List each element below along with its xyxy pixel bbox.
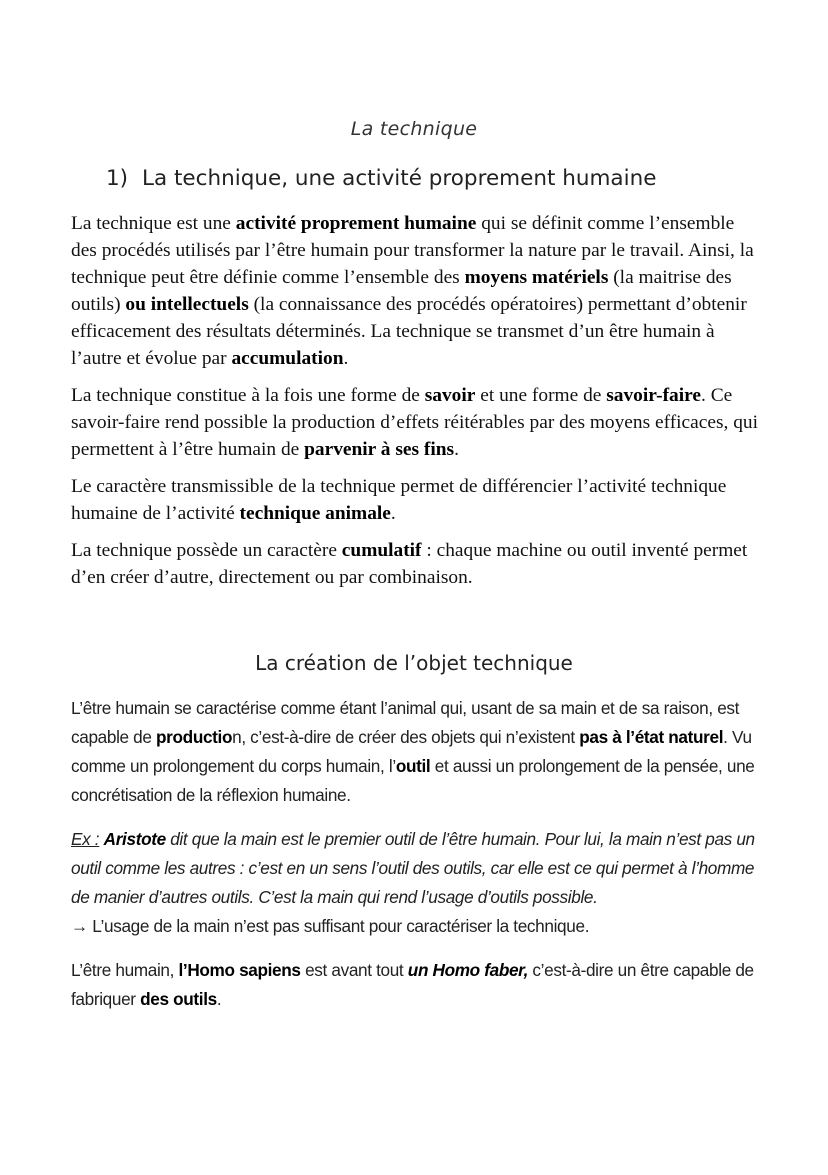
text-run: (la connaissance des procédés opératoires) permettant d’obtenir efficacement des résultats déterminés. La technique se transmet d’un être humain à l’autre et évolue par <box>71 294 747 369</box>
emphasis-text: savoir <box>424 385 476 406</box>
text-run: . <box>216 989 222 1009</box>
emphasis-text: outil <box>395 756 431 776</box>
paragraph <box>71 694 771 810</box>
section-1-heading <box>106 166 656 191</box>
text-run: est avant tout <box>300 960 408 980</box>
paragraph <box>71 210 761 372</box>
paragraph <box>71 473 761 527</box>
emphasis-text: un Homo faber, <box>407 960 528 980</box>
section-number: 1) <box>106 166 129 191</box>
emphasis-text: productio <box>156 727 233 747</box>
text-run: : chaque machine ou outil inventé permet d’en créer d’autre, directement ou par combinaison. <box>71 540 748 588</box>
emphasis-text: parvenir à ses fins <box>304 439 455 460</box>
text-run: Le caractère transmissible de la technique permet de différencier l’activité technique humaine de l’activité <box>71 476 727 524</box>
text-run: c’est-à-dire un être capable de fabriquer <box>71 960 754 1009</box>
text-run: . <box>343 348 349 369</box>
paragraph <box>71 825 771 941</box>
emphasis-text: savoir-faire <box>606 385 701 406</box>
emphasis-text: activité proprement humaine <box>235 213 477 234</box>
text-run: n, c’est-à-dire de créer des objets qui n’existent <box>232 727 580 747</box>
emphasis-text: ou intellectuels <box>125 294 249 315</box>
text-run: qui se définit comme l’ensemble des procédés utilisés par l’être humain pour transformer la nature par le travail. Ainsi, la technique peut être définie comme l’ensemble des <box>71 213 754 288</box>
text-run: (la maitrise des outils) <box>71 267 732 315</box>
emphasis-text: accumulation <box>231 348 344 369</box>
emphasis-text: Aristote <box>103 829 166 849</box>
section-2-heading: La création de l’objet technique <box>255 651 573 675</box>
emphasis-text: technique animale <box>239 503 391 524</box>
text-run: L’être humain, <box>71 960 179 980</box>
emphasis-text: l’Homo sapiens <box>178 960 301 980</box>
text-run: . <box>390 503 396 524</box>
text-run: Ex : <box>71 829 100 849</box>
arrow-icon: → <box>71 916 93 936</box>
emphasis-text: des outils <box>140 989 217 1009</box>
text-run: dit que la main est le premier outil de l’être humain. Pour lui, la main n’est pas un outil comme les autres : c’est en un sens l’outil des outils, car elle est ce qui permet à l’homme de manier d’autres outils. C’est la main qui rend l’usage d’outils possible. <box>71 829 755 907</box>
paragraph <box>71 382 761 463</box>
text-run: L’usage de la main n’est pas suffisant pour caractériser la technique. <box>92 916 590 936</box>
text-run: . <box>454 439 459 460</box>
text-run: La technique possède un caractère <box>71 540 342 561</box>
section-1-body <box>71 210 761 601</box>
text-run: et aussi un prolongement de la pensée, une concrétisation de la réflexion humaine. <box>71 756 755 805</box>
text-run: La technique constitue à la fois une forme de <box>71 385 425 406</box>
section-2-body <box>71 694 771 1029</box>
paragraph <box>71 956 771 1014</box>
emphasis-text: pas à l’état naturel <box>579 727 724 747</box>
emphasis-text: moyens matériels <box>464 267 609 288</box>
text-run: La technique est une <box>71 213 236 234</box>
text-run: . Vu comme un prolongement du corps humain, l’ <box>71 727 752 776</box>
section-1-heading-text: La technique, une activité proprement humaine <box>142 166 657 191</box>
text-run: et une forme de <box>475 385 607 406</box>
text-run: . Ce savoir-faire rend possible la production d’effets réitérables par des moyens efficaces, qui permettent à l’être humain de <box>71 385 759 460</box>
text-run: L’être humain se caractérise comme étant l’animal qui, usant de sa main et de sa raison, est capable de <box>71 698 740 747</box>
paragraph <box>71 537 761 591</box>
emphasis-text: cumulatif <box>341 540 422 561</box>
document-title: La technique <box>350 118 478 140</box>
